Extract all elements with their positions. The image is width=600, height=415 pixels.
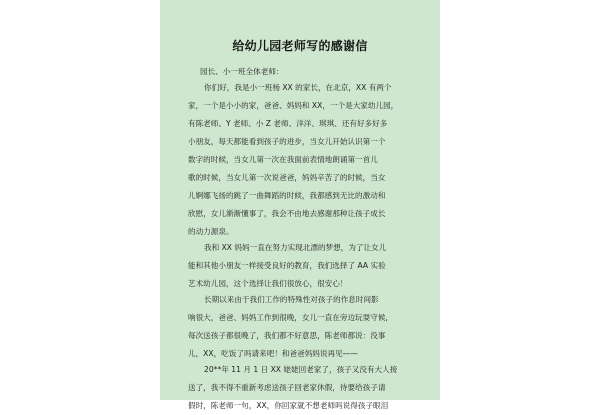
paragraph-line: 假时，陈老师一句，XX，你回家就不想老师吗说得孩子眼泪: [188, 401, 389, 410]
paragraph-line: 你们好，我是小一班杨 XX 的家长，在北京，XX 有两个: [204, 83, 392, 92]
paragraph-line: 响很大，爸爸、妈妈工作到很晚，女儿一直在旁边玩耍守候，: [188, 313, 394, 322]
paragraph-line: 的动力源泉。: [188, 227, 234, 236]
paragraph-line: 我和 XX 妈妈一直在努力实现北漂的梦想，为了让女儿: [204, 243, 387, 252]
paragraph-line: 有陈老师、Y 老师、小 Z 老师、洋洋、琪琪、还有好多好多: [188, 119, 388, 128]
letter-greeting: 园长、小一班全体老师：: [200, 67, 284, 76]
paragraph-line: 家，一个是小小的家，爸爸、妈妈和 XX，一个是大家幼儿园，: [188, 101, 399, 110]
paragraph-line: 歌的时候，当女儿第一次说爸爸，妈妈辛苦了的时候，当女: [188, 173, 386, 182]
paragraph-line: 欣慰，女儿渐渐懂事了，我会不由地去感谢那种让孩子成长: [188, 209, 386, 218]
paragraph-line: 艺术幼儿园，这个选择让我们很放心，很安心！: [188, 279, 348, 288]
paragraph-line: 20**年 11 月 1 日 XX 姥姥回老家了，孩子又没有大人接: [204, 365, 398, 374]
paragraph-line: 送了，我不得不重新考虑送孩子回老家休假，待要给孩子请: [188, 383, 386, 392]
letter-title: 给幼儿园老师写的感谢信: [232, 39, 368, 53]
paragraph-line: 长期以来由于我们工作的特殊性对孩子的作息时间影: [204, 295, 379, 304]
paragraph-line: 儿婀娜飞扬的跳了一曲舞蹈的时候，我都感到无比的激动和: [188, 191, 386, 200]
letter-page: [160, 0, 440, 410]
paragraph-line: 能和其他小朋友一样接受良好的教育，我们选择了 AA 实验: [188, 261, 386, 270]
paragraph-line: 数字的时候，当女儿第一次在我面前表情地朗诵第一首儿: [188, 155, 378, 164]
paragraph-line: 儿，XX，吃饭了吗请来吧！和爸爸妈妈说再见——: [188, 349, 358, 358]
paragraph-line: 每次送孩子都很晚了，我们都不好意思，陈老师都说：没事: [188, 331, 386, 340]
paragraph-line: 小朋友，每天都能看到孩子的进步，当女儿开始认识第一个: [188, 137, 386, 146]
